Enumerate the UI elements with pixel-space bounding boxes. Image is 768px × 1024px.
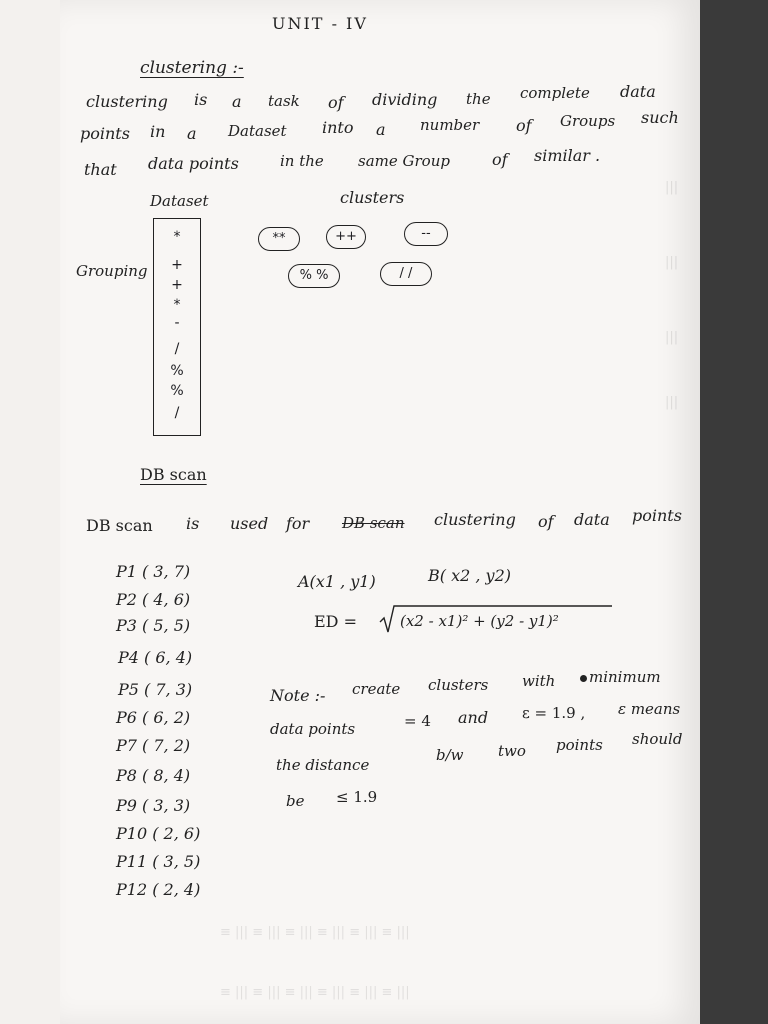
def-word: is (194, 90, 208, 109)
intro-word: DB scan (86, 516, 153, 535)
def-word: the (466, 90, 491, 108)
point-entry: P12 ( 2, 4) (116, 880, 201, 899)
def-word: clustering (86, 92, 168, 111)
note-word: points (556, 736, 603, 754)
def-word: in the (280, 152, 324, 170)
point-entry: P3 ( 5, 5) (116, 616, 191, 635)
page-left-edge (0, 0, 60, 1024)
bleed-mark: ≡ ||| ≡ ||| ≡ ||| ≡ ||| ≡ ||| ≡ ||| (220, 925, 410, 940)
point-entry: P1 ( 3, 7) (116, 562, 191, 581)
dataset-symbol: % (170, 363, 184, 379)
def-word: such (641, 108, 679, 127)
dataset-symbol: * (173, 229, 181, 245)
note-word: and (458, 708, 489, 727)
point-entry: P2 ( 4, 6) (116, 590, 191, 609)
clusters-label: clusters (340, 188, 405, 207)
bleed-mark: ||| (665, 330, 679, 345)
dataset-symbol: / (174, 341, 180, 357)
note-word: create (352, 680, 401, 698)
def-word: Dataset (228, 122, 287, 140)
cluster-group: % % (288, 264, 340, 288)
note-word: ε means (618, 700, 681, 718)
def-word: into (322, 118, 354, 137)
point-entry: P8 ( 8, 4) (116, 766, 191, 785)
cluster-group: ** (258, 227, 300, 251)
ed-label: ED = (314, 612, 357, 631)
point-entry: P11 ( 3, 5) (116, 852, 201, 871)
note-word: two (498, 742, 526, 760)
dbscan-heading: DB scan (140, 465, 207, 484)
intro-word: is (186, 514, 200, 533)
def-word: a (232, 92, 242, 111)
intro-word: clustering (434, 510, 516, 529)
intro-word: data (574, 510, 610, 529)
def-word: of (492, 150, 508, 169)
note-word: b/w (436, 746, 464, 764)
note-word: the distance (276, 756, 370, 774)
def-word: of (516, 116, 532, 135)
dataset-symbol: / (174, 405, 180, 421)
def-word: same Group (358, 152, 450, 170)
point-entry: P7 ( 7, 2) (116, 736, 191, 755)
bleed-mark: ||| (665, 180, 679, 195)
note-word: be (286, 792, 305, 810)
note-word: Note :- (270, 686, 326, 705)
note-word (580, 668, 661, 686)
def-word: that (84, 160, 117, 179)
bleed-mark: ≡ ||| ≡ ||| ≡ ||| ≡ ||| ≡ ||| ≡ ||| (220, 985, 410, 1000)
def-word: of (328, 93, 344, 112)
note-word: with (522, 672, 556, 690)
dataset-symbol: * (173, 297, 181, 313)
def-word: complete (520, 84, 590, 102)
dataset-symbol: + (171, 277, 183, 293)
bleed-mark: ||| (665, 255, 679, 270)
dataset-symbol: + (171, 257, 183, 273)
def-word: task (268, 92, 300, 110)
point-entry: P9 ( 3, 3) (116, 796, 191, 815)
intro-word: used (230, 514, 269, 533)
def-word: similar . (534, 146, 601, 165)
point-entry: P4 ( 6, 4) (118, 648, 193, 667)
def-word: a (187, 124, 197, 143)
point-entry: P10 ( 2, 6) (116, 824, 201, 843)
note-word: data points (270, 720, 356, 738)
dataset-label: Dataset (150, 192, 209, 210)
note-word: clusters (428, 676, 489, 694)
ed-formula: (x2 - x1)² + (y2 - y1)² (400, 612, 559, 630)
def-word: data (620, 82, 656, 101)
cluster-group: -- (404, 222, 448, 246)
def-word: Groups (560, 112, 616, 130)
point-entry: P6 ( 6, 2) (116, 708, 191, 727)
note-word: minimum (589, 668, 661, 686)
bleed-mark: ||| (665, 395, 679, 410)
dataset-box (153, 218, 201, 436)
intro-word: of (538, 512, 554, 531)
intro-word-struck: DB scan (342, 514, 405, 532)
note-word: = 4 (404, 712, 431, 730)
page-right-edge (700, 0, 768, 1024)
def-word: a (376, 120, 386, 139)
def-word: in (150, 122, 166, 141)
cluster-group: / / (380, 262, 432, 286)
note-word: ε = 1.9 , (522, 704, 586, 722)
dataset-symbol: - (174, 315, 180, 331)
def-word: dividing (372, 90, 438, 109)
intro-word: for (286, 514, 310, 533)
intro-word: points (632, 506, 682, 525)
clustering-heading: clustering :- (140, 58, 244, 78)
note-word: ≤ 1.9 (336, 788, 378, 806)
def-word: data points (148, 154, 239, 173)
point-entry: P5 ( 7, 3) (118, 680, 193, 699)
page-title: UNIT - IV (272, 14, 368, 33)
coord-a: A(x1 , y1) (298, 572, 376, 591)
bullet-dot-icon (580, 675, 587, 682)
def-word: points (80, 124, 130, 143)
note-word: should (632, 730, 683, 748)
grouping-label: Grouping (76, 262, 148, 280)
coord-b: B( x2 , y2) (428, 566, 512, 585)
def-word: number (420, 116, 480, 134)
dataset-symbol: % (170, 383, 184, 399)
cluster-group: ++ (326, 225, 366, 249)
